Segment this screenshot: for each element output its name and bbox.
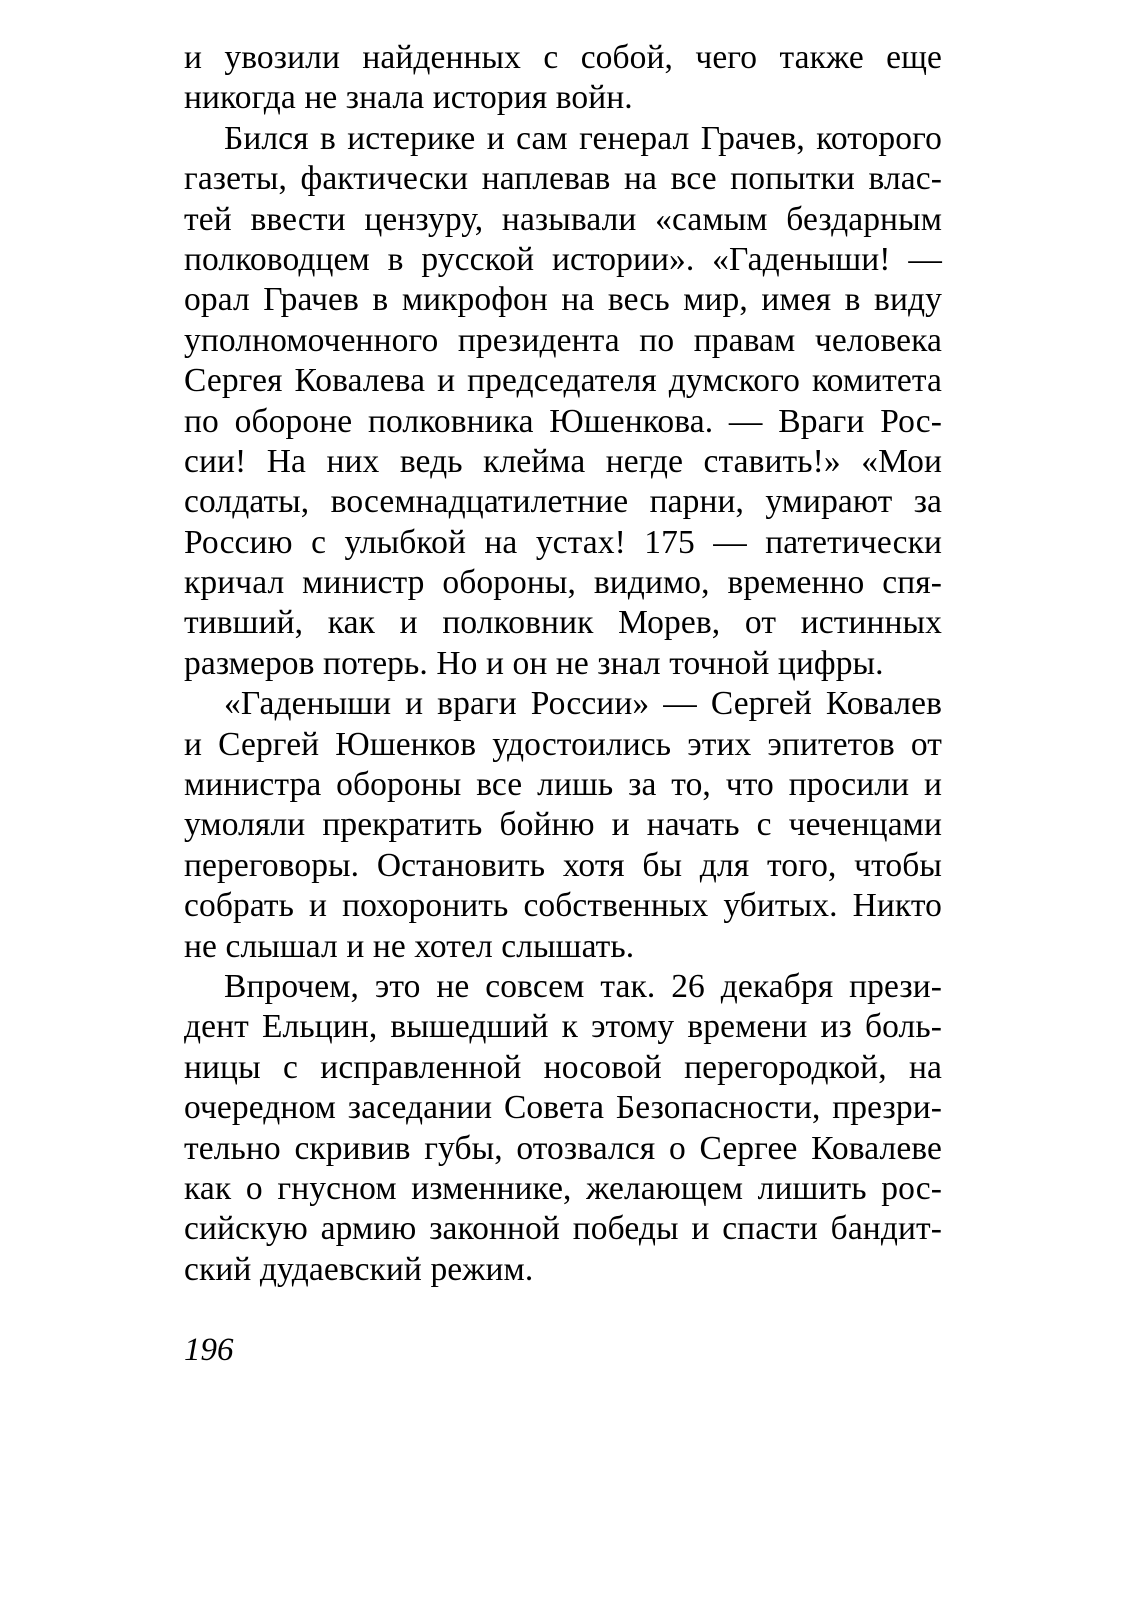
text-line: Бился в истерике и сам генерал Грачев, которого [224, 119, 942, 157]
body-text [184, 38, 942, 1290]
text-line: сийскую армию законной победы и спасти бандит- [184, 1210, 942, 1248]
page-number: 196 [184, 1332, 234, 1368]
text-line: полководцем в русской истории». «Гаденыши! — [184, 240, 942, 278]
text-line: очередном заседании Совета Безопасности, презри- [184, 1089, 942, 1127]
text-line: по обороне полковника Юшенкова. — Враги Рос- [184, 402, 942, 440]
text-line: ницы с исправленной носовой перегородкой, на [184, 1048, 942, 1086]
text-line: Впрочем, это не совсем так. 26 декабря прези- [224, 967, 942, 1005]
text-line: кричал министр обороны, видимо, временно спя- [184, 564, 942, 602]
text-line: ский дудаевский режим. [184, 1250, 534, 1288]
text-line: газеты, фактически наплевав на все попытки влас- [184, 160, 942, 198]
text-line: солдаты, восемнадцатилетние парни, умирают за [184, 483, 942, 521]
text-line: уполномоченного президента по правам человека [184, 321, 942, 359]
text-line: и Сергей Юшенков удостоились этих эпитетов от [184, 725, 942, 763]
text-line: дент Ельцин, вышедший к этому времени из боль- [184, 1008, 942, 1046]
text-line: Сергея Ковалева и председателя думского комитета [184, 362, 942, 400]
text-line: как о гнусном изменнике, желающем лишить рос- [184, 1169, 942, 1207]
text-line: тей ввести цензуру, называли «самым бездарным [184, 200, 942, 238]
text-line: «Гаденыши и враги России» — Сергей Ковалев [224, 685, 942, 723]
text-line: никогда не знала история войн. [184, 79, 633, 117]
text-line: тивший, как и полковник Морев, от истинных [184, 604, 942, 642]
text-line: собрать и похоронить собственных убитых. Никто [184, 887, 942, 925]
text-line: тельно скривив губы, отозвался о Сергее Ковалеве [184, 1129, 942, 1167]
text-line: сии! На них ведь клейма негде ставить!» «Мои [184, 442, 942, 480]
text-line: Россию с улыбкой на устах! 175 — патетически [184, 523, 942, 561]
text-line: министра обороны все лишь за то, что просили и [184, 766, 942, 804]
text-line: и увозили найденных с собой, чего также еще [184, 39, 942, 76]
text-line: не слышал и не хотел слышать. [184, 927, 635, 965]
text-line: переговоры. Остановить хотя бы для того, чтобы [184, 846, 942, 884]
text-line: орал Грачев в микрофон на весь мир, имея в виду [184, 281, 942, 319]
text-line: размеров потерь. Но и он не знал точной цифры. [184, 644, 884, 682]
text-line: умоляли прекратить бойню и начать с чеченцами [184, 806, 942, 844]
